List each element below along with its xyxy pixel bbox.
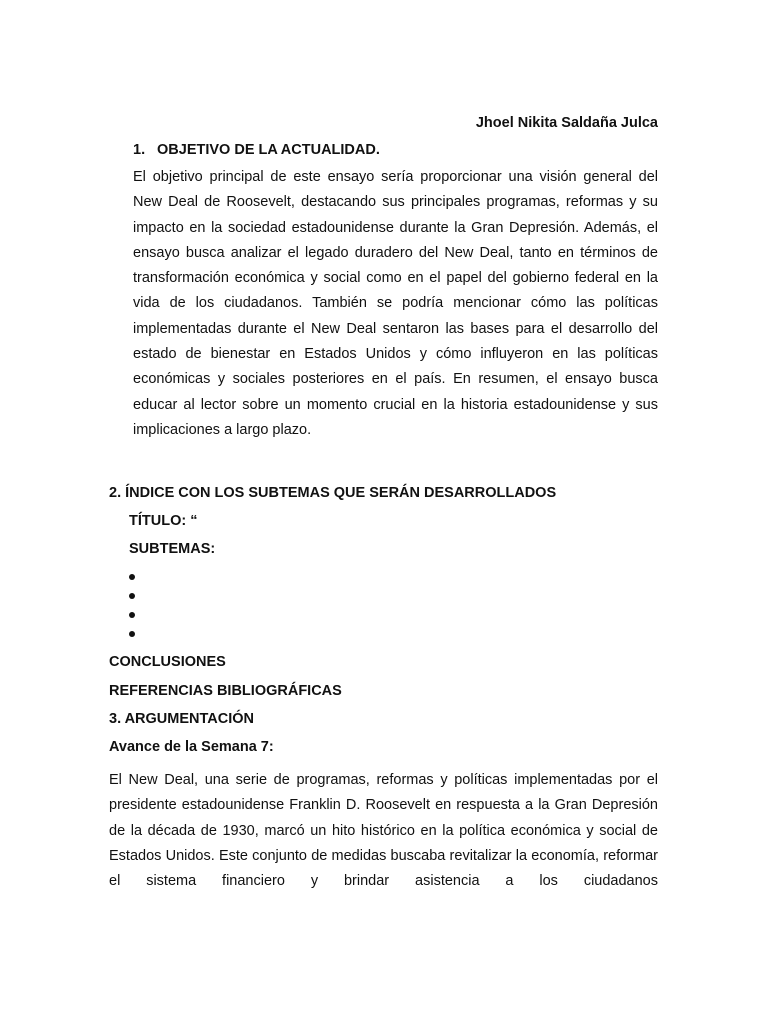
section-1-paragraph-text: El objetivo principal de este ensayo sería proporcionar una visión general del New Deal de Roosevelt, destacando sus principales programas, reformas y su impacto en la sociedad estadounidense durante la Gran Depresión. Además, el ensayo busca analizar el legado duradero del New Deal, tanto en términos de transformación económica y social como en el papel del gobierno federal en la vida de los ciudadanos. También se podría mencionar cómo las políticas implementadas durante el New Deal sentaron las bases para el desarrollo del estado de bienestar en Estados Unidos y cómo influyeron en las políticas económicas y sociales posteriores en el país. En resumen, el ensayo busca educar al lector sobre un momento crucial en la historia estadounidense y sus implicaciones a largo plazo. [133, 169, 658, 438]
section-3-paragraph-text: El New Deal, una serie de programas, reformas y políticas implementadas por el presidente estadounidense Franklin D. Roosevelt en respuesta a la Gran Depresión de la década de 1930, marcó un hito histórico en la política económica y social de Estados Unidos. Este conjunto de medidas buscaba revitalizar la economía, reformar el sistema financiero y brindar asistencia a los ciudadanos [109, 772, 658, 890]
section-3-heading: 3. ARGUMENTACIÓN [109, 711, 254, 727]
section-1-paragraph [133, 165, 658, 443]
conclusiones-heading: CONCLUSIONES [109, 654, 226, 670]
section-2-heading: 2. ÍNDICE CON LOS SUBTEMAS QUE SERÁN DESARROLLADOS [109, 485, 557, 501]
bullet-icon [129, 612, 135, 618]
bullet-icon [129, 593, 135, 599]
bullet-icon [129, 631, 135, 637]
referencias-heading: REFERENCIAS BIBLIOGRÁFICAS [109, 683, 342, 699]
section-1-number: 1. [133, 142, 146, 158]
titulo-label: TÍTULO: “ [129, 513, 198, 529]
bullet-icon [129, 574, 135, 580]
avance-subtitle: Avance de la Semana 7: [109, 739, 274, 755]
section-3-paragraph [109, 768, 658, 894]
subtemas-label: SUBTEMAS: [129, 541, 216, 557]
section-1-title: OBJETIVO DE LA ACTUALIDAD. [157, 142, 380, 158]
author-name: Jhoel Nikita Saldaña Julca [475, 115, 658, 131]
